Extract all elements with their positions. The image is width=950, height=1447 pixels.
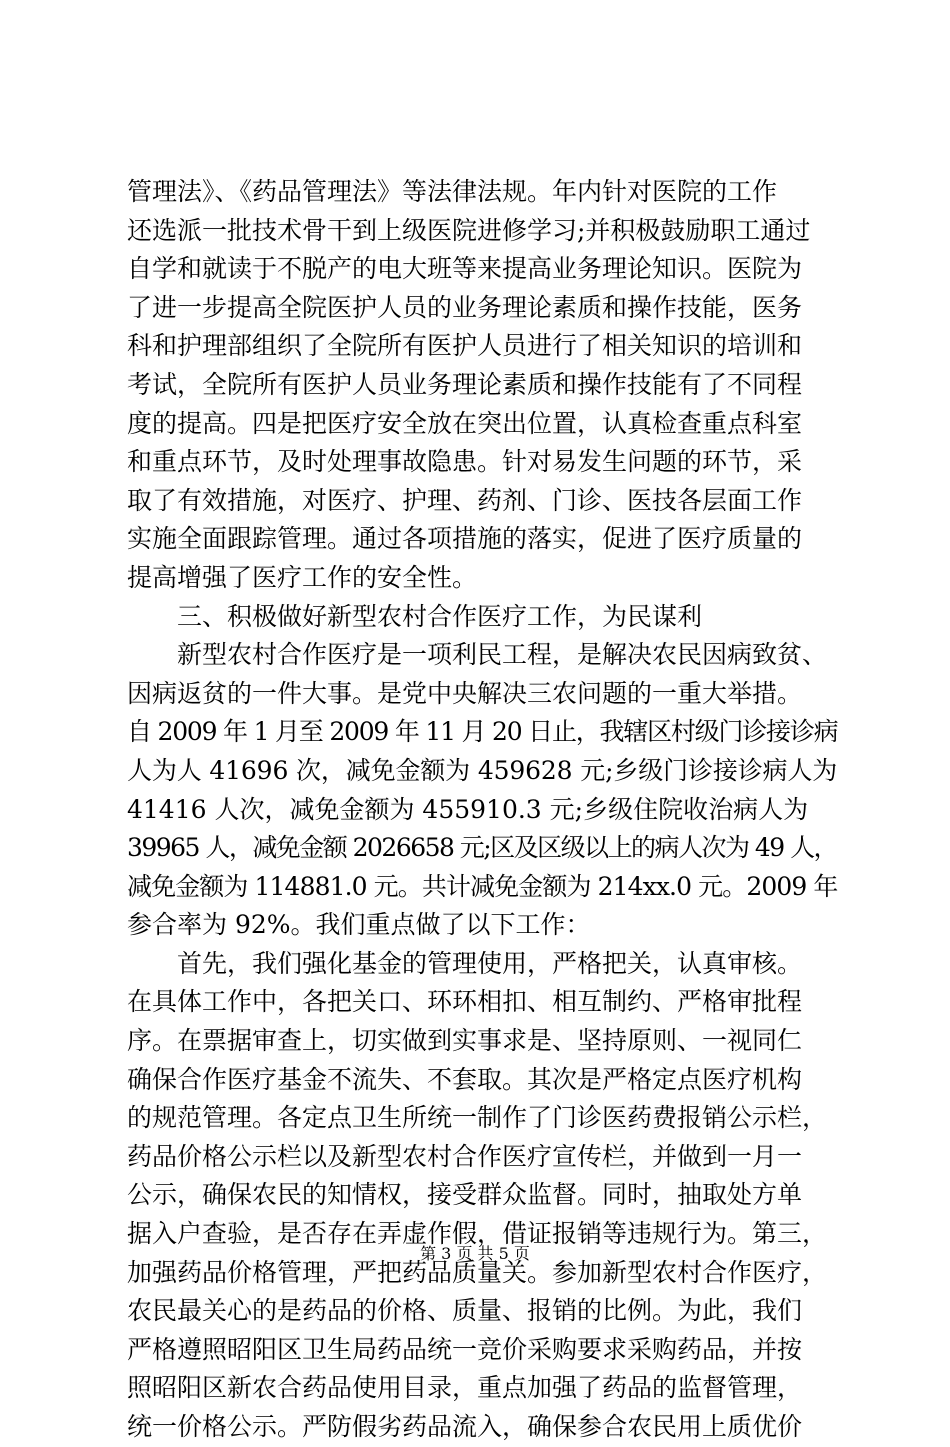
text-line: 实施全面跟踪管理。通过各项措施的落实，促进了医疗质量的	[127, 524, 803, 554]
text-line: 因病返贫的一件大事。是党中央解决三农问题的一重大举措。	[127, 678, 803, 708]
text-line: 据入户查验，是否存在弄虚作假，借证报销等违规行为。第三，	[127, 1219, 828, 1249]
text-line: 41416 人次，减免金额为 455910.3 元;乡级住院收治病人为	[127, 794, 809, 824]
text-line: 考试，全院所有医护人员业务理论素质和操作技能有了不同程	[127, 369, 803, 399]
text-line: 确保合作医疗基金不流失、不套取。其次是严格定点医疗机构	[127, 1064, 803, 1094]
text-line: 序。在票据审查上，切实做到实事求是、坚持原则、一视同仁	[127, 1026, 803, 1056]
text-line: 新型农村合作医疗是一项利民工程，是解决农民因病致贫、	[127, 640, 828, 670]
text-line: 取了有效措施，对医疗、护理、药剂、门诊、医技各层面工作	[127, 485, 803, 515]
text-line: 和重点环节，及时处理事故隐患。针对易发生问题的环节，采	[127, 447, 803, 477]
text-line: 严格遵照昭阳区卫生局药品统一竞价采购要求采购药品，并按	[127, 1334, 803, 1364]
text-line: 管理法》、《药品管理法》等法律法规。年内针对医院的工作	[127, 177, 778, 206]
text-line: 首先，我们强化基金的管理使用，严格把关，认真审核。	[127, 948, 803, 978]
text-line: 还选派一批技术骨干到上级医院进修学习;并积极鼓励职工通过	[127, 215, 811, 245]
text-line: 药品价格公示栏以及新型农村合作医疗宣传栏，并做到一月一	[127, 1141, 803, 1171]
text-line: 公示，确保农民的知情权，接受群众监督。同时，抽取处方单	[127, 1180, 803, 1210]
text-line: 参合率为 92%。我们重点做了以下工作：	[127, 910, 591, 940]
text-line: 度的提高。四是把医疗安全放在突出位置，认真检查重点科室	[127, 408, 803, 438]
text-line: 39965 人，减免金额 2026658 元;区及区级以上的病人次为 49 人，	[127, 833, 838, 863]
text-line: 提高增强了医疗工作的安全性。	[127, 562, 478, 592]
text-line: 加强药品价格管理，严把药品质量关。参加新型农村合作医疗，	[127, 1257, 828, 1287]
text-line: 在具体工作中，各把关口、环环相扣、相互制约、严格审批程	[127, 987, 803, 1017]
text-line: 照昭阳区新农合药品使用目录，重点加强了药品的监督管理，	[127, 1373, 803, 1403]
text-line: 自 2009 年 1 月至 2009 年 11 月 20 日止，我辖区村级门诊接诊病	[127, 717, 838, 747]
text-line: 了进一步提高全院医护人员的业务理论素质和操作技能，医务	[127, 292, 803, 322]
text-line: 的规范管理。各定点卫生所统一制作了门诊医药费报销公示栏，	[127, 1103, 828, 1133]
text-line: 农民最关心的是药品的价格、质量、报销的比例。为此，我们	[127, 1296, 803, 1326]
text-line: 自学和就读于不脱产的电大班等来提高业务理论知识。医院为	[127, 254, 803, 284]
page-footer: 第 3 页 共 5 页	[420, 1244, 530, 1263]
text-line: 统一价格公示。严防假劣药品流入，确保参合农民用上质优价	[127, 1412, 803, 1441]
text-line: 人为人 41696 次，减免金额为 459628 元;乡级门诊接诊病人为	[127, 755, 838, 785]
text-line: 三、积极做好新型农村合作医疗工作，为民谋利	[127, 601, 703, 631]
text-line: 减免金额为 114881.0 元。共计减免金额为 214xx.0 元。2009 年	[127, 871, 838, 901]
text-line: 科和护理部组织了全院所有医护人员进行了相关知识的培训和	[127, 331, 803, 361]
